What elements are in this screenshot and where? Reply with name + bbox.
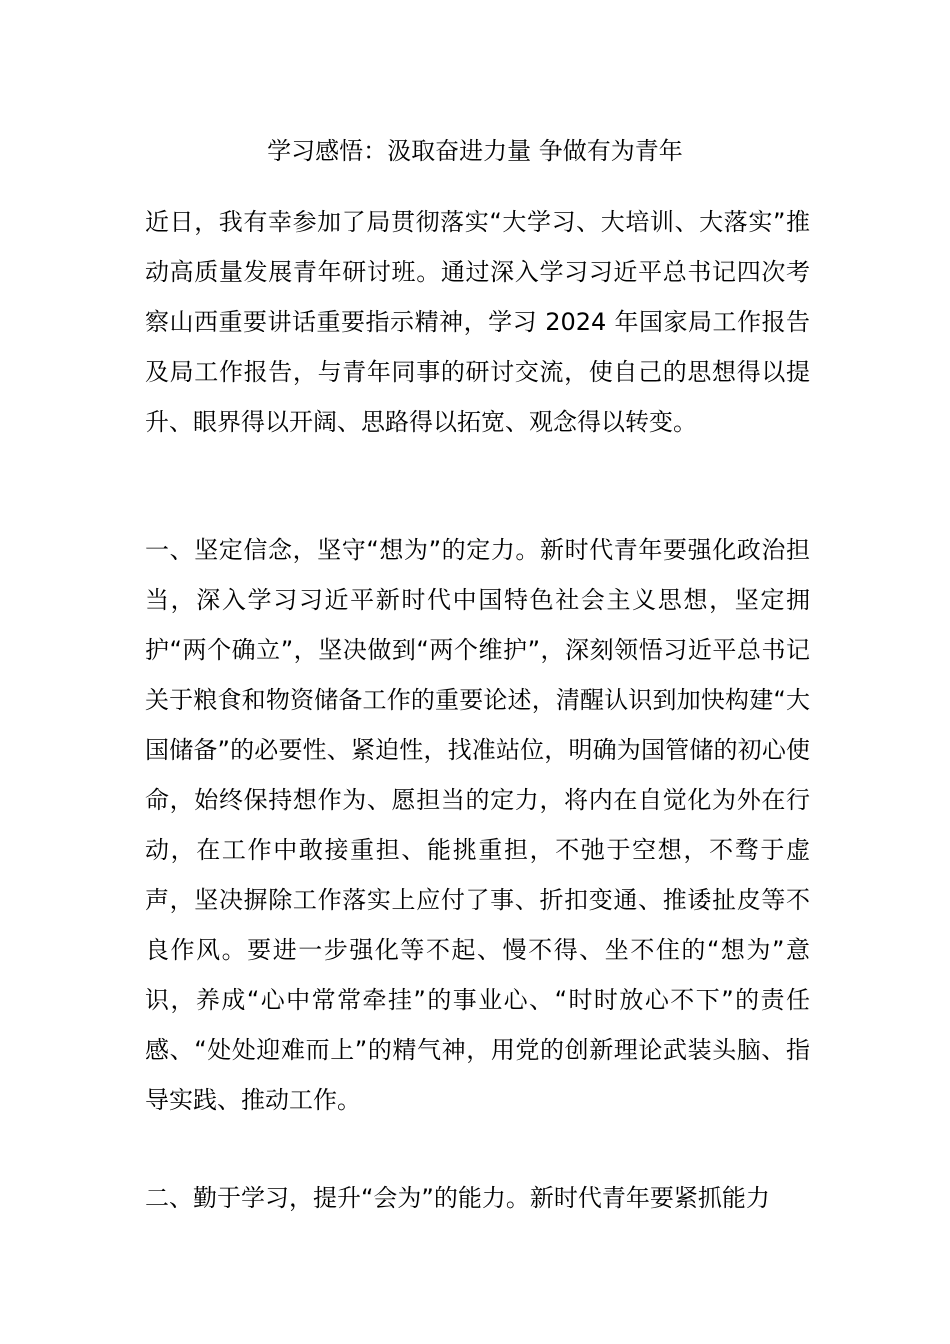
document-title: 学习感悟：汲取奋进力量 争做有为青年 bbox=[267, 137, 683, 165]
paragraph-section-one: 一、坚定信念，坚守“想为”的定力。新时代青年要强化政治担当，深入学习习近平新时代中国特色社会主义思想，坚定拥护“两个确立”，坚决做到“两个维护”，深刻领悟习近平总书记关于粮食和物资储备工作的重要论述，清醒认识到加快构建“大国储备”的必要性、紧迫性，找准站位，明确为国管储的初心使命，始终保持想作为、愿担当的定力，将内在自觉化为外在行动，在工作中敢接重担、能挑重担，不弛于空想，不骛于虚声，坚决摒除工作落实上应付了事、折扣变通、推诿扯皮等不良作风。要进一步强化等不起、慢不得、坐不住的“想为”意识，养成“心中常常牵挂”的事业心、“时时放心不下”的责任感、“处处迎难而上”的精气神，用党的创新理论武装头脑、指导实践、推动工作。 bbox=[145, 536, 810, 1114]
paragraph-intro: 近日，我有幸参加了局贯彻落实“大学习、大培训、大落实”推动高质量发展青年研讨班。通过深入学习习近平总书记四次考察山西重要讲话重要指示精神，学习 2024 年国家局工作报告及局工作报告，与青年同事的研讨交流，使自己的思想得以提升、眼界得以开阔、思路得以拓宽、观念得以转变。 bbox=[145, 208, 810, 436]
paragraph-section-two: 二、勤于学习，提升“会为”的能力。新时代青年要紧抓能力 bbox=[145, 1184, 770, 1212]
